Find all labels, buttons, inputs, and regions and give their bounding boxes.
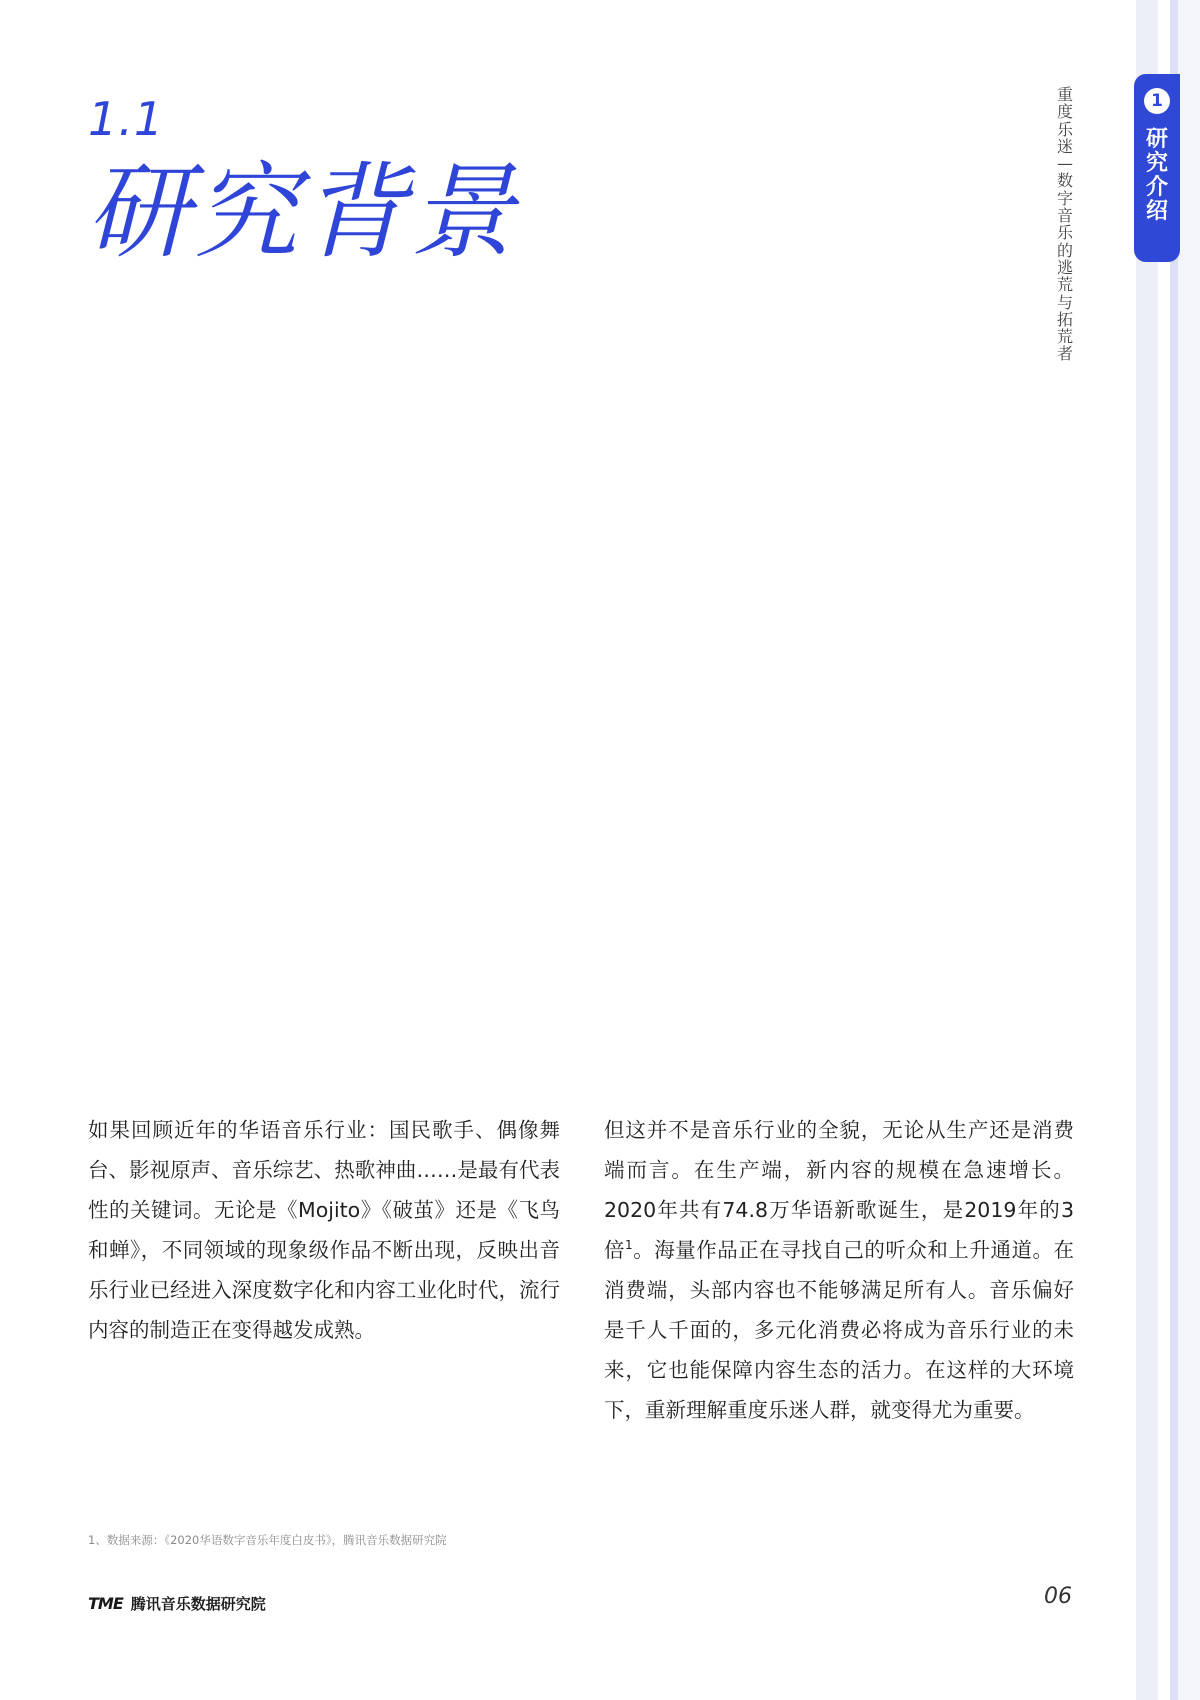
chapter-number-badge: 1: [1144, 88, 1170, 114]
right-paragraph-text: [604, 1110, 1074, 1430]
section-number: 1.1: [88, 92, 165, 146]
left-paragraph-text: 如果回顾近年的华语音乐行业：国民歌手、偶像舞台、影视原声、音乐综艺、热歌神曲……是最有代表性的关键词。无论是《Mojito》《破茧》还是《飞鸟和蝉》，不同领域的现象级作品不断出现，反映出音乐行业已经进入深度数字化和内容工业化时代，流行内容的制造正在变得越发成熟。: [88, 1118, 560, 1342]
page-number: 06: [1044, 1584, 1072, 1609]
footnote: 1、数据来源：《2020华语数字音乐年度白皮书》，腾讯音乐数据研究院: [88, 1533, 447, 1547]
footnote-marker: 1: [625, 1238, 633, 1253]
chapter-label: 研究介绍: [1145, 127, 1168, 224]
body-paragraph-left: [88, 1110, 560, 1350]
vertical-subtitle: 重度乐迷—数字音乐的逃荒与拓荒者: [1056, 85, 1073, 364]
logo-text: 腾讯音乐数据研究院: [130, 1594, 266, 1613]
footer-logo: [88, 1591, 266, 1615]
page-title: 研究背景: [86, 151, 519, 273]
right-paragraph-part2: 。海量作品正在寻找自己的听众和上升通道。在消费端，头部内容也不能够满足所有人。音乐偏好是千人千面的，多元化消费必将成为音乐行业的未来，它也能保障内容生态的活力。在这样的大环境下，重新理解重度乐迷人群，就变得尤为重要。: [604, 1238, 1075, 1422]
right-paragraph-part1: 但这并不是音乐行业的全貌，无论从生产还是消费端而言。在生产端，新内容的规模在急速增长。2020年共有74.8万华语新歌诞生，是2019年的3倍: [604, 1118, 1074, 1262]
chapter-tab[interactable]: [1134, 74, 1180, 262]
tme-logo-icon: TME: [88, 1593, 123, 1613]
body-paragraph-right: [604, 1110, 1074, 1430]
